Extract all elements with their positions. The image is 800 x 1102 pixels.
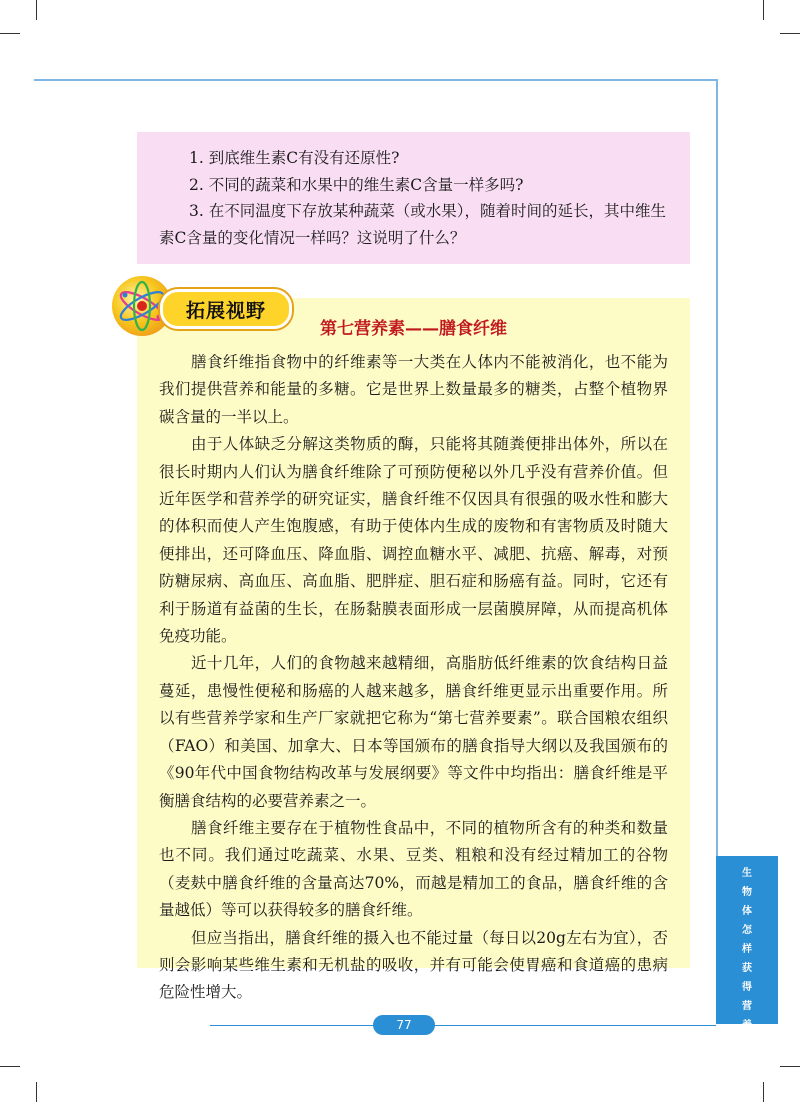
chapter-side-tab <box>716 856 778 1031</box>
article-paragraph: 由于人体缺乏分解这类物质的酶，只能将其随粪便排出体外，所以在很长时期内人们认为膳食纤维除了可预防便秘以外几乎没有营养价值。但近年医学和营养学的研究证实，膳食纤维不仅因具有很强的吸水性和膨大的体积而使人产生饱腹感，有助于使体内生成的废物和有害物质及时随大便排出，还可降血压、降血脂、调控血糖水平、减肥、抗癌、解毒，对预防糖尿病、高血压、高血脂、肥胖症、胆石症和肠癌有益。同时，它还有利于肠道有益菌的生长，在肠黏膜表面形成一层菌膜屏障，从而提高机体免疫功能。 <box>159 435 668 646</box>
side-tab-char: 样 <box>742 944 752 955</box>
side-tab-char: 生 <box>742 868 752 879</box>
question-2: 2. 不同的蔬菜和水果中的维生素C含量一样多吗? <box>189 175 524 194</box>
page-number-line <box>210 1025 716 1026</box>
question-box <box>137 132 690 264</box>
extended-view-badge <box>112 276 292 334</box>
crop-mark <box>763 1082 764 1102</box>
article-paragraph: 近十几年，人们的食物越来越精细，高脂肪低纤维素的饮食结构日益蔓延，患慢性便秘和肠癌的人越来越多，膳食纤维更显示出重要作用。所以有些营养学家和生产厂家就把它称为“第七营养要素”。联合国粮农组织（FAO）和美国、加拿大、日本等国颁布的膳食指导大纲以及我国颁布的《90年代中国食物结构改革与发展纲要》等文件中均指出：膳食纤维是平衡膳食结构的必要营养素之一。 <box>159 654 668 810</box>
side-tab-char: 得 <box>742 982 752 993</box>
crop-mark <box>0 33 20 34</box>
crop-mark <box>36 0 37 20</box>
crop-mark <box>36 1082 37 1102</box>
side-tab-char: 养 <box>742 1020 752 1031</box>
article-body <box>159 349 668 1007</box>
article-box <box>137 298 690 1002</box>
article-paragraph: 膳食纤维主要存在于植物性食品中，不同的植物所含有的种类和数量也不同。我们通过吃蔬菜、水果、豆类、粗粮和没有经过精加工的谷物（麦麸中膳食纤维的含量高达70%，而越是精加工的食品，膳食纤维的含量越低）等可以获得较多的膳食纤维。 <box>159 818 668 920</box>
article-paragraph: 但应当指出，膳食纤维的摄入也不能过量（每日以20g左右为宜），否则会影响某些维生素和无机盐的吸收，并有可能会使胃癌和食道癌的患病危险性增大。 <box>159 928 668 1002</box>
side-tab-char: 物 <box>742 887 752 898</box>
crop-mark <box>0 1066 20 1067</box>
page-frame-right <box>716 79 718 857</box>
page-frame-top <box>34 79 718 81</box>
side-tab-char: 体 <box>742 906 752 917</box>
side-tab-char: 获 <box>742 963 752 974</box>
side-tab-char: 营 <box>742 1001 752 1012</box>
page-number: 77 <box>373 1015 435 1035</box>
badge-label: 拓展视野 <box>160 289 292 329</box>
question-3: 3. 在不同温度下存放某种蔬菜（或水果），随着时间的延长，其中维生素C含量的变化情况一样吗？这说明了什么？ <box>159 202 666 247</box>
crop-mark <box>763 0 764 20</box>
side-tab-char: 怎 <box>742 925 752 936</box>
crop-mark <box>780 33 800 34</box>
question-1: 1. 到底维生素C有没有还原性? <box>189 149 400 167</box>
crop-mark <box>780 1066 800 1067</box>
article-title: 第七营养素——膳食纤维 <box>320 319 507 339</box>
article-paragraph: 膳食纤维指食物中的纤维素等一大类在人体内不能被消化，也不能为我们提供营养和能量的多糖。它是世界上数量最多的糖类，占整个植物界碳含量的一半以上。 <box>159 353 668 426</box>
